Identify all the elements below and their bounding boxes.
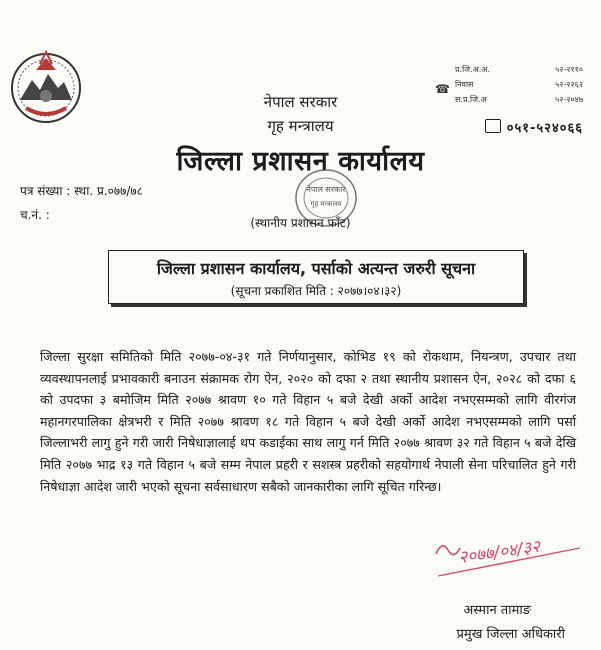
seal-inner-text: गृह मन्त्रालय (310, 200, 342, 208)
seal-arc-text: नेपाल सरकार (306, 185, 346, 194)
letter-number: पत्र संख्या : स्था. प्र.०७७/७८ (20, 184, 143, 198)
notice-box (108, 250, 524, 304)
contact-label: निवास (455, 80, 474, 89)
notice-title: जिल्ला प्रशासन कार्यालय, पर्साको अत्यन्त जरुरी सूचना (156, 259, 476, 278)
notice-body: जिल्ला सुरक्षा समितिको मिति २०७७-०४-३१ गते निर्णयानुसार, कोभिड १९ को रोकथाम, नियन्त्रण, उपचार तथा व्यवस्थापनलाई प्रभावकारी बनाउन संक्रामक रोग ऐन, २०२० को दफा २ तथा स्थानीय प्रशासन ऐन, २०२८ को दफा ६ को उपदफा ३ बमोजिम मिति २०७७ श्रावण १० गते विहान ५ बजे देखी अर्को आदेश नभएसम्मको लागि वीरगंज महानगरपालिका क्षेत्रभरी र मिति २०७७ श्रावण १८ गते विहान ५ बजे देखी अर्को आदेश नभएसम्मको लागि पर्सा जिल्लाभरी लागु हुने गरी जारी निषेधाज्ञालाई थप कडाईका साथ लागु गर्न मिति २०७७ श्रावण ३२ गते विहान ५ बजे देखि मिति २०७७ भाद्र १३ गते विहान ५ बजे सम्म नेपाल प्रहरी र सशस्त्र प्रहरीको सहयोगार्थ नेपाली सेना परिचालित हुने गरी निषेधाज्ञा आदेश जारी भएको सूचना सर्वसाधारण सबैको जानकारीका लागि सूचित गरिन्छ। (40, 349, 576, 494)
fax-value: ०५१-५२४०६६ (506, 121, 583, 136)
contact-row (455, 92, 583, 107)
fax-icon (485, 119, 501, 133)
officer-name: अस्मान तामाङ (463, 603, 531, 618)
ministry-name: गृह मन्त्रालय (267, 117, 334, 135)
fax-number (485, 118, 583, 136)
nepal-emblem-icon (6, 46, 86, 126)
officer-title: प्रमुख जिल्ला अधिकारी (456, 627, 565, 642)
contact-block (435, 62, 583, 107)
signature-date: २०७७/०४/३२ (457, 536, 542, 569)
contact-number: ५२-२२६२ (555, 80, 583, 89)
contact-label: स.प्र.जि.अ (455, 95, 487, 104)
handwritten-signature-icon (430, 520, 590, 580)
contact-number: ५२-२०४७ (555, 95, 583, 104)
contact-row (455, 62, 583, 77)
section-caption: (स्थानीय प्रशासन फाँट) (250, 216, 351, 230)
dispatch-number: च.नं. : (20, 208, 50, 222)
telephone-icon: ☎ (435, 82, 450, 96)
office-title: जिल्ला प्रशासन कार्यालय (176, 146, 425, 177)
contact-number: ५२-२११० (555, 65, 583, 74)
notice-published-date: (सूचना प्रकाशित मिति : २०७७।०४।३२) (230, 284, 402, 298)
government-name: नेपाल सरकार (263, 93, 338, 111)
contact-label: प्र.जि.अ.अ. (455, 65, 490, 74)
contact-row (455, 77, 583, 92)
